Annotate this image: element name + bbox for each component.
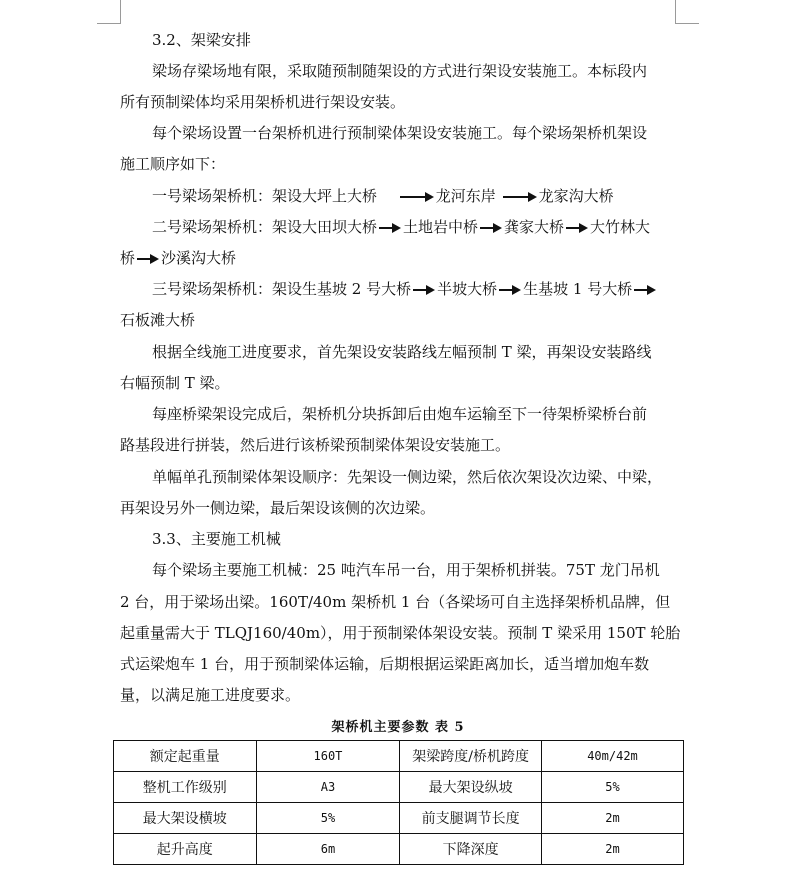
paragraph-line: 所有预制梁体均采用架桥机进行架设安装。 [120, 93, 406, 111]
route-text: 生基坡 1 号大桥 [523, 280, 633, 298]
table-cell: 架梁跨度/桥机跨度 [400, 741, 542, 772]
arrow-right-icon [137, 254, 159, 264]
paragraph-line: 起重量需大于 TLQJ160/40m），用于预制梁体架设安装。预制 T 梁采用 150T 轮胎 [120, 624, 681, 642]
table-row [114, 803, 684, 834]
paragraph-line: 每座桥梁架设完成后，架桥机分块拆卸后由炮车运输至下一待架桥梁桥台前 [152, 405, 648, 423]
crop-mark-right-h [675, 23, 699, 24]
table-cell: 2m [541, 803, 683, 834]
arrow-right-icon [480, 223, 502, 233]
table-cell: 40m/42m [541, 741, 683, 772]
table-caption: 架桥机主要参数 表 5 [331, 720, 465, 735]
table-cell: 160T [256, 741, 400, 772]
paragraph-line: 量，以满足施工进度要求。 [120, 686, 301, 704]
table-cell: 下降深度 [400, 834, 542, 865]
section-heading: 3.3、主要施工机械 [152, 530, 281, 548]
route-text: 龙河东岸 [435, 187, 496, 205]
section-heading: 3.2、架梁安排 [152, 31, 251, 49]
paragraph-line: 右幅预制 T 梁。 [120, 374, 230, 392]
paragraph-line: 路基段进行拼装，然后进行该桥梁预制梁体架设安装施工。 [120, 436, 511, 454]
paragraph-line: 梁场存梁场地有限，采取随预制随架设的方式进行架设安装施工。本标段内 [152, 62, 648, 80]
table-cell: 最大架设纵坡 [400, 772, 542, 803]
route-text: 大竹林大 [590, 218, 651, 236]
arrow-right-icon [566, 223, 588, 233]
route-text: 龚家大桥 [504, 218, 565, 236]
table-cell: 5% [256, 803, 400, 834]
route-text: 沙溪沟大桥 [161, 249, 237, 267]
route-text: 土地岩中桥 [403, 218, 479, 236]
crop-mark-left-h [97, 23, 121, 24]
route-text: 二号梁场架桥机：架设大田坝大桥 [152, 218, 378, 236]
route-text: 龙家沟大桥 [538, 187, 614, 205]
table-cell: 6m [256, 834, 400, 865]
paragraph-line: 再架设另外一侧边梁，最后架设该侧的次边梁。 [120, 499, 436, 517]
paragraph-line: 每个梁场设置一台架桥机进行预制梁体架设安装施工。每个梁场架桥机架设 [152, 124, 648, 142]
route-line [152, 181, 676, 212]
table-cell: 2m [541, 834, 683, 865]
table-cell: A3 [256, 772, 400, 803]
route-line [152, 212, 676, 243]
route-text: 三号梁场架桥机：架设生基坡 2 号大桥 [152, 280, 412, 298]
paragraph-line: 根据全线施工进度要求，首先架设安装路线左幅预制 T 梁，再架设安装路线 [152, 343, 652, 361]
paragraph-line: 施工顺序如下： [120, 155, 226, 173]
table-cell: 额定起重量 [114, 741, 257, 772]
route-line [152, 274, 676, 305]
arrow-right-icon [413, 285, 435, 295]
params-table [113, 740, 684, 865]
route-text: 一号梁场架桥机：架设大坪上大桥 [152, 187, 378, 205]
crop-mark-left-v [120, 0, 121, 24]
table-cell: 前支腿调节长度 [400, 803, 542, 834]
paragraph-line: 单幅单孔预制梁体架设顺序：先架设一侧边梁，然后依次架设次边梁、中梁， [152, 468, 663, 486]
route-text: 半坡大桥 [437, 280, 498, 298]
paragraph-line: 每个梁场主要施工机械：25 吨汽车吊一台，用于架桥机拼装。75T 龙门吊机 [152, 561, 660, 579]
table-cell: 5% [541, 772, 683, 803]
paragraph-line: 2 台，用于梁场出梁。160T/40m 架桥机 1 台（各梁场可自主选择架桥机品牌，但 [120, 593, 671, 611]
route-text: 桥 [120, 249, 136, 267]
table-row [114, 772, 684, 803]
arrow-right-icon [499, 285, 521, 295]
crop-mark-right-v [675, 0, 676, 24]
arrow-right-icon [400, 192, 434, 202]
route-line: 石板滩大桥 [120, 311, 196, 329]
table-row [114, 834, 684, 865]
table-row [114, 741, 684, 772]
table-cell: 起升高度 [114, 834, 257, 865]
route-line [120, 243, 676, 274]
arrow-right-icon [379, 223, 401, 233]
paragraph-line: 式运梁炮车 1 台，用于预制梁体运输，后期根据运梁距离加长，适当增加炮车数 [120, 655, 650, 673]
arrow-right-icon [634, 285, 656, 295]
arrow-right-icon [503, 192, 537, 202]
table-cell: 最大架设横坡 [114, 803, 257, 834]
table-cell: 整机工作级别 [114, 772, 257, 803]
